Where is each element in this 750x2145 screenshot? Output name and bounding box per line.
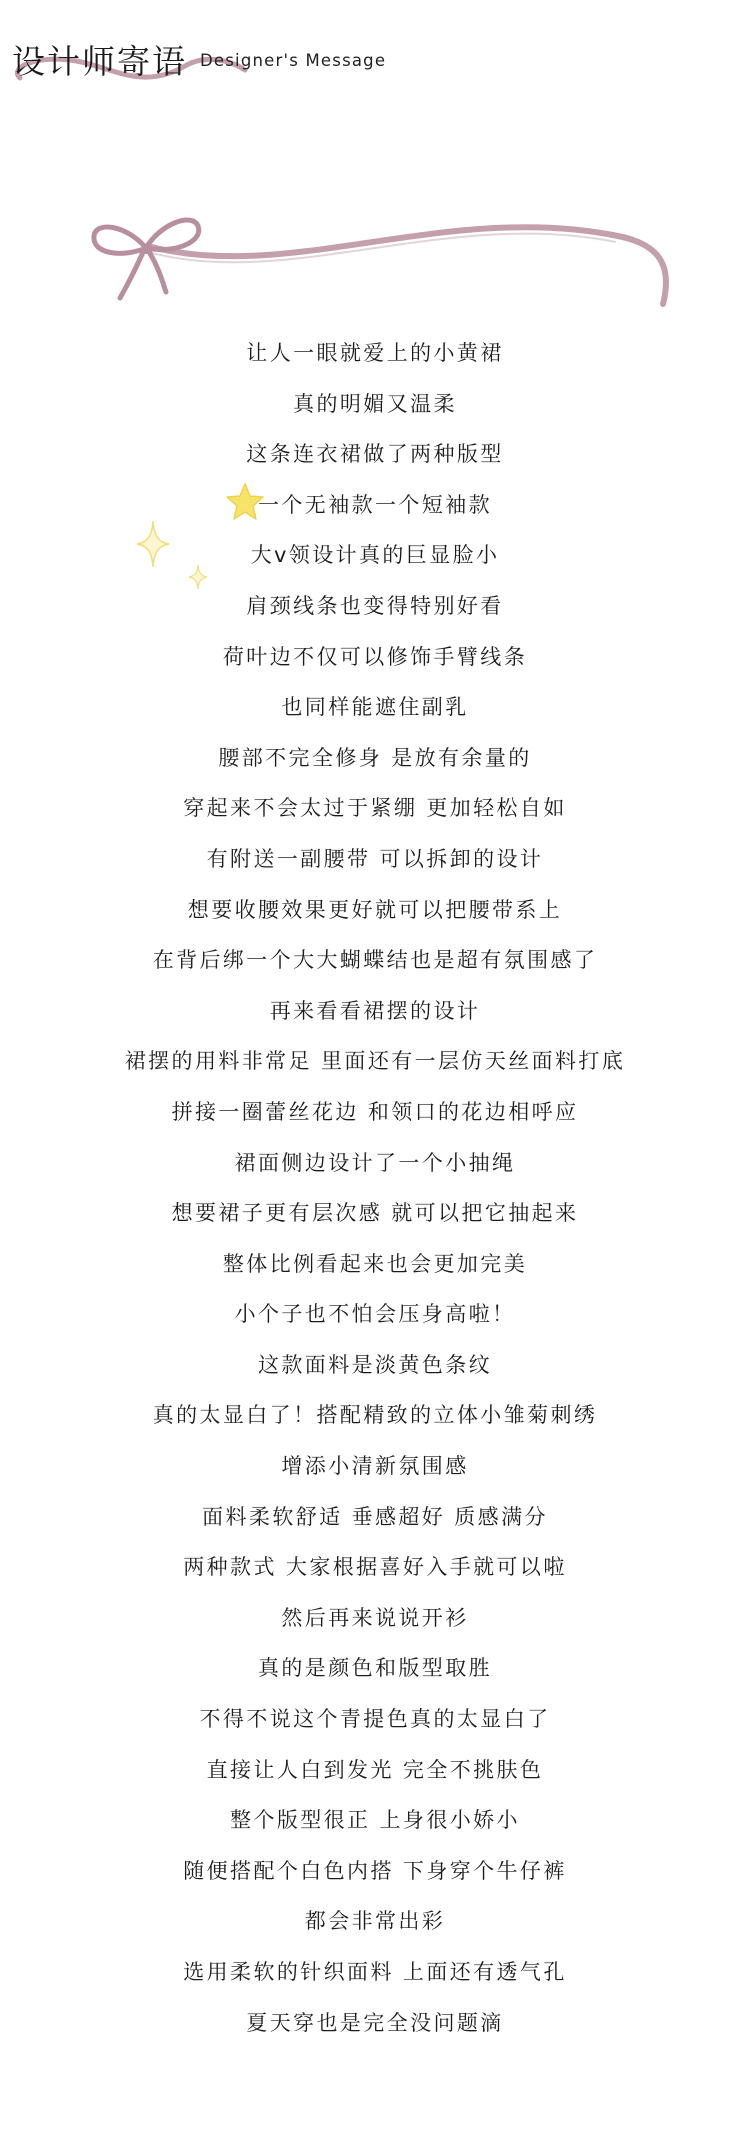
message-line: 也同样能遮住副乳 xyxy=(281,695,469,720)
message-line: 裙摆的用料非常足 里面还有一层仿天丝面料打底 xyxy=(124,1049,626,1074)
message-line: 想要裙子更有层次感 就可以把它抽起来 xyxy=(171,1201,579,1226)
message-line: 面料柔软舒适 垂感超好 质感满分 xyxy=(202,1504,548,1529)
message-line: 随便搭配个白色内搭 下身穿个牛仔裤 xyxy=(183,1858,567,1883)
page-title: 设计师寄语 xyxy=(12,42,187,81)
message-line: 整个版型很正 上身很小娇小 xyxy=(230,1808,520,1833)
message-line: 直接让人白到发光 完全不挑肤色 xyxy=(206,1757,544,1782)
message-line: 穿起来不会太过于紧绷 更加轻松自如 xyxy=(183,796,567,821)
header xyxy=(0,0,750,110)
message-line: 再来看看裙摆的设计 xyxy=(269,998,481,1023)
message-line: 然后再来说说开衫 xyxy=(281,1605,469,1630)
message-line: 真的是颜色和版型取胜 xyxy=(258,1656,492,1681)
message-line: 真的明媚又温柔 xyxy=(293,391,457,416)
message-line: 整体比例看起来也会更加完美 xyxy=(222,1251,528,1276)
message-line: 在背后绑一个大大蝴蝶结也是超有氛围感了 xyxy=(152,948,598,973)
message-line: 腰部不完全修身 是放有余量的 xyxy=(218,745,532,770)
message-line: 这条连衣裙做了两种版型 xyxy=(246,442,504,467)
page-subtitle: Designer's Message xyxy=(200,51,387,70)
message-line: 选用柔软的针织面料 上面还有透气孔 xyxy=(183,1960,567,1984)
message-line: 真的太显白了！搭配精致的立体小雏菊刺绣 xyxy=(152,1403,598,1428)
message-line: 荷叶边不仅可以修饰手臂线条 xyxy=(222,644,528,669)
message-line: 小个子也不怕会压身高啦！ xyxy=(234,1302,516,1327)
message-line: 不得不说这个青提色真的太显白了 xyxy=(199,1707,551,1732)
message-line: 这款面料是淡黄色条纹 xyxy=(258,1352,492,1377)
message-line: 都会非常出彩 xyxy=(304,1909,446,1934)
message-body xyxy=(0,338,750,2058)
message-line: 增添小清新氛围感 xyxy=(281,1454,469,1479)
message-line: 有附送一副腰带 可以拆卸的设计 xyxy=(206,846,544,871)
bow-ribbon-icon xyxy=(88,206,678,316)
message-line: 大v领设计真的巨显脸小 xyxy=(250,543,500,568)
message-line: 夏天穿也是完全没问题滴 xyxy=(246,2010,504,2035)
message-line: 两种款式 大家根据喜好入手就可以啦 xyxy=(183,1555,567,1580)
message-line: 裙面侧边设计了一个小抽绳 xyxy=(234,1150,516,1175)
message-line: 让人一眼就爱上的小黄裙 xyxy=(246,341,504,365)
message-line: 一个无袖款一个短袖款 xyxy=(258,492,492,517)
message-line: 拼接一圈蕾丝花边 和领口的花边相呼应 xyxy=(171,1099,579,1124)
message-line: 想要收腰效果更好就可以把腰带系上 xyxy=(187,897,563,922)
message-line: 肩颈线条也变得特别好看 xyxy=(246,593,504,618)
